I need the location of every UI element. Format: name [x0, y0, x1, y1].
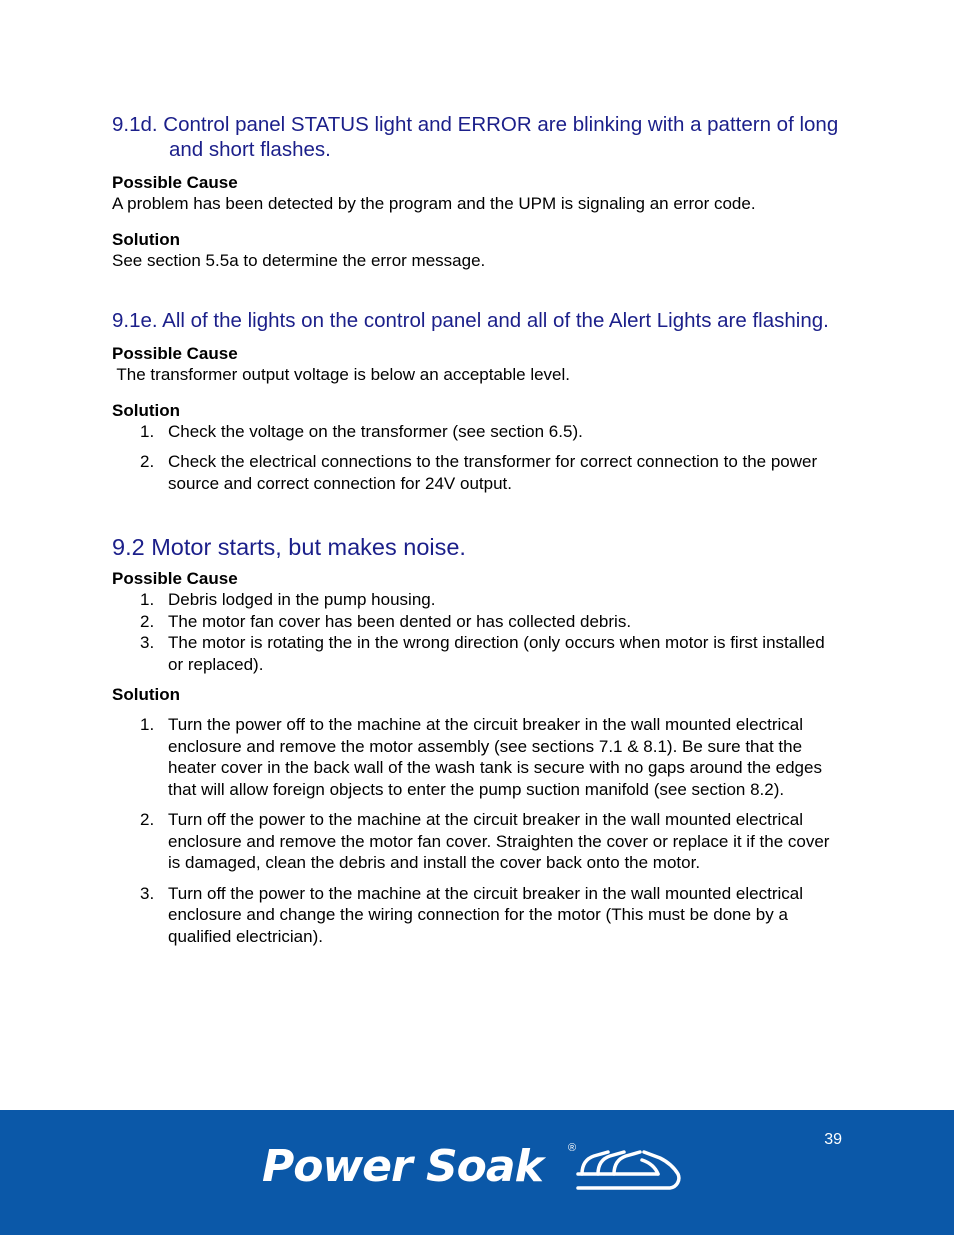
list-item: [112, 809, 844, 874]
list-item-text: The motor fan cover has been dented or has collected debris.: [168, 611, 632, 631]
possible-cause-text: A problem has been detected by the program and the UPM is signaling an error code.: [112, 194, 756, 213]
list-item-number: 1.: [140, 590, 155, 609]
list-item: [112, 714, 844, 800]
possible-cause-label: Possible Cause: [112, 344, 238, 363]
solution-list: [112, 421, 844, 495]
solution-list: [112, 714, 844, 947]
section-9-1e: [112, 308, 844, 494]
section-heading: 9.2 Motor starts, but makes noise.: [112, 534, 466, 560]
list-item-number: 1.: [140, 715, 155, 734]
list-item-number: 2.: [140, 452, 155, 471]
solution-label: Solution: [112, 685, 180, 704]
list-item-text: Turn off the power to the machine at the circuit breaker in the wall mounted electrical enclosure and remove the motor fan cover. Straighten the cover or replace it if the cover is damaged, clean the debris and install the cover back onto the motor.: [168, 810, 830, 872]
list-item: [112, 883, 844, 948]
solution-label: Solution: [112, 229, 180, 249]
cause-list: [112, 589, 844, 675]
list-item-number: 2.: [140, 810, 155, 829]
section-heading: 9.1d. Control panel STATUS light and ERROR are blinking with a pattern of long and short flashes.: [112, 113, 839, 161]
registered-mark: ®: [568, 1142, 577, 1154]
list-item-text: Turn off the power to the machine at the circuit breaker in the wall mounted electrical enclosure and change the wiring connection for the motor (This must be done by a qualified electrician).: [168, 883, 803, 946]
list-item: [112, 632, 844, 675]
list-item: [112, 421, 844, 443]
list-item: [112, 611, 844, 633]
list-item-text: Check the electrical connections to the transformer for correct connection to the power source and correct connection for 24V output.: [168, 452, 818, 493]
list-item-text: Turn the power off to the machine at the circuit breaker in the wall mounted electrical enclosure and remove the motor assembly (see sections 7.1 & 8.1). Be sure that the heater cover in the back wall of the wash tank is secure with no gaps around the edges that will allow foreign objects to enter the pump suction manifold (see section 8.2).: [168, 715, 822, 799]
list-item-text: Debris lodged in the pump housing.: [168, 590, 436, 609]
list-item: [112, 451, 844, 494]
section-heading: 9.1e. All of the lights on the control panel and all of the Alert Lights are flashing.: [112, 309, 829, 332]
list-item-number: 2.: [140, 611, 155, 631]
list-item-number: 3.: [140, 633, 155, 652]
solution-label: Solution: [112, 400, 180, 420]
list-item-text: Check the voltage on the transformer (see section 6.5).: [168, 421, 583, 441]
list-item-text: The motor is rotating the in the wrong direction (only occurs when motor is first installed or replaced).: [168, 633, 825, 674]
possible-cause-label: Possible Cause: [112, 569, 238, 588]
solution-text: See section 5.5a to determine the error message.: [112, 250, 486, 270]
page-footer: [0, 1110, 954, 1235]
power-soak-logo: [262, 1140, 682, 1200]
logo-wordmark: Power Soak: [262, 1141, 543, 1192]
section-9-2: [112, 532, 844, 947]
page-content: [112, 112, 844, 947]
possible-cause-label: Possible Cause: [112, 173, 238, 192]
list-item: [112, 589, 844, 611]
list-item-number: 3.: [140, 883, 155, 903]
possible-cause-text: The transformer output voltage is below an acceptable level.: [112, 365, 571, 384]
logo-swoosh-icon: [574, 1144, 682, 1192]
section-9-1d: [112, 112, 844, 271]
page-number: 39: [824, 1131, 842, 1148]
list-item-number: 1.: [140, 421, 155, 441]
